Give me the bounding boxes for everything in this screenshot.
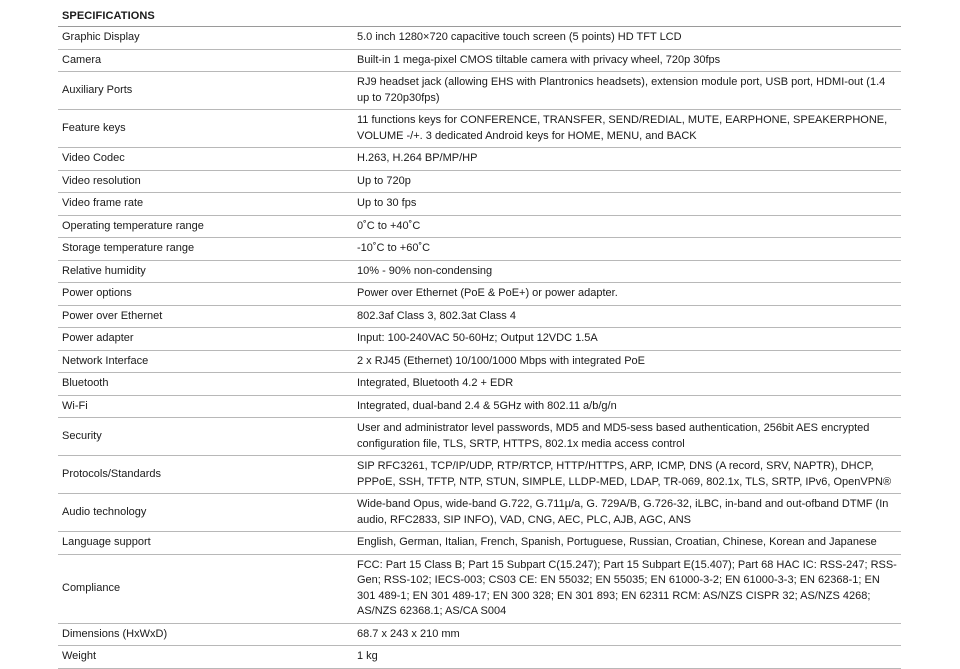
- spec-row: [58, 554, 901, 623]
- spec-row: [58, 193, 901, 216]
- spec-row: [58, 646, 901, 669]
- spec-value: 1 kg: [353, 646, 901, 669]
- spec-label: Power adapter: [58, 328, 353, 351]
- spec-value: Power over Ethernet (PoE & PoE+) or power adapter.: [353, 283, 901, 306]
- spec-row: [58, 148, 901, 171]
- spec-row: [58, 456, 901, 494]
- spec-label: Dimensions (HxWxD): [58, 623, 353, 646]
- spec-label: Wi-Fi: [58, 395, 353, 418]
- spec-value: User and administrator level passwords, MD5 and MD5-sess based authentication, 256bit AES encrypted configuration file, TLS, SRTP, HTTPS, 802.1x media access control: [353, 418, 901, 456]
- spec-label: Video resolution: [58, 170, 353, 193]
- spec-label: Language support: [58, 532, 353, 555]
- spec-label: Security: [58, 418, 353, 456]
- spec-label: Video Codec: [58, 148, 353, 171]
- spec-row: [58, 260, 901, 283]
- spec-row: [58, 532, 901, 555]
- spec-value: RJ9 headset jack (allowing EHS with Plantronics headsets), extension module port, USB port, HDMI-out (1.4 up to 720p30fps): [353, 72, 901, 110]
- section-heading: SPECIFICATIONS: [58, 6, 901, 27]
- spec-value: 802.3af Class 3, 802.3at Class 4: [353, 305, 901, 328]
- spec-row: [58, 373, 901, 396]
- spec-label: Video frame rate: [58, 193, 353, 216]
- spec-label: Protocols/Standards: [58, 456, 353, 494]
- spec-label: Audio technology: [58, 494, 353, 532]
- spec-value: Integrated, Bluetooth 4.2 + EDR: [353, 373, 901, 396]
- spec-value: 68.7 x 243 x 210 mm: [353, 623, 901, 646]
- spec-row: [58, 350, 901, 373]
- spec-row: [58, 170, 901, 193]
- spec-value: Built-in 1 mega-pixel CMOS tiltable camera with privacy wheel, 720p 30fps: [353, 49, 901, 72]
- spec-label: Power over Ethernet: [58, 305, 353, 328]
- spec-value: Up to 30 fps: [353, 193, 901, 216]
- spec-row: [58, 328, 901, 351]
- spec-value: 11 functions keys for CONFERENCE, TRANSFER, SEND/REDIAL, MUTE, EARPHONE, SPEAKERPHONE, VOLUME -/+. 3 dedicated Android keys for HOME, MENU, and BACK: [353, 110, 901, 148]
- spec-row: [58, 623, 901, 646]
- spec-label: Camera: [58, 49, 353, 72]
- spec-label: Operating temperature range: [58, 215, 353, 238]
- spec-value: -10˚C to +60˚C: [353, 238, 901, 261]
- spec-row: [58, 238, 901, 261]
- spec-value: Integrated, dual-band 2.4 & 5GHz with 802.11 a/b/g/n: [353, 395, 901, 418]
- spec-row: [58, 305, 901, 328]
- spec-value: 0˚C to +40˚C: [353, 215, 901, 238]
- spec-value: English, German, Italian, French, Spanish, Portuguese, Russian, Croatian, Chinese, Korean and Japanese: [353, 532, 901, 555]
- spec-value: Input: 100-240VAC 50-60Hz; Output 12VDC 1.5A: [353, 328, 901, 351]
- spec-row: [58, 110, 901, 148]
- spec-label: Bluetooth: [58, 373, 353, 396]
- spec-row: [58, 418, 901, 456]
- spec-row: [58, 49, 901, 72]
- spec-label: Compliance: [58, 554, 353, 623]
- spec-value: FCC: Part 15 Class B; Part 15 Subpart C(15.247); Part 15 Subpart E(15.407); Part 68 HAC IC: RSS-247; RSS-Gen; RSS-102; IECS-003; CS03 CE: EN 55032; EN 55035; EN 61000-3-2; EN 61000-3-3; EN 62368-1; EN 301 489-1; EN 301 489-17; EN 300 328; EN 301 893; EN 62311 RCM: AS/NZS CISPR 32; AS/NZS 4268; AS/NZS 62368.1; AS/CA S004: [353, 554, 901, 623]
- spec-row: [58, 494, 901, 532]
- specifications-table: [58, 27, 901, 669]
- spec-value: 2 x RJ45 (Ethernet) 10/100/1000 Mbps with integrated PoE: [353, 350, 901, 373]
- spec-value: 5.0 inch 1280×720 capacitive touch screen (5 points) HD TFT LCD: [353, 27, 901, 49]
- spec-value: H.263, H.264 BP/MP/HP: [353, 148, 901, 171]
- spec-label: Storage temperature range: [58, 238, 353, 261]
- spec-value: 10% - 90% non-condensing: [353, 260, 901, 283]
- specifications-table-body: [58, 27, 901, 668]
- spec-label: Power options: [58, 283, 353, 306]
- specifications-sheet: [58, 6, 901, 669]
- spec-label: Relative humidity: [58, 260, 353, 283]
- spec-value: SIP RFC3261, TCP/IP/UDP, RTP/RTCP, HTTP/HTTPS, ARP, ICMP, DNS (A record, SRV, NAPTR), DHCP, PPPoE, SSH, TFTP, NTP, STUN, SIMPLE, LLDP-MED, LDAP, TR-069, 802.1x, TLS, SRTP, IPv6, OpenVPN®: [353, 456, 901, 494]
- spec-row: [58, 215, 901, 238]
- spec-row: [58, 395, 901, 418]
- spec-label: Network Interface: [58, 350, 353, 373]
- spec-label: Graphic Display: [58, 27, 353, 49]
- spec-row: [58, 72, 901, 110]
- spec-row: [58, 283, 901, 306]
- spec-label: Auxiliary Ports: [58, 72, 353, 110]
- spec-label: Weight: [58, 646, 353, 669]
- spec-value: Wide-band Opus, wide-band G.722, G.711µ/a, G. 729A/B, G.726-32, iLBC, in-band and out-ofband DTMF (In audio, RFC2833, SIP INFO), VAD, CNG, AEC, PLC, AJB, AGC, ANS: [353, 494, 901, 532]
- spec-label: Feature keys: [58, 110, 353, 148]
- spec-row: [58, 27, 901, 49]
- spec-value: Up to 720p: [353, 170, 901, 193]
